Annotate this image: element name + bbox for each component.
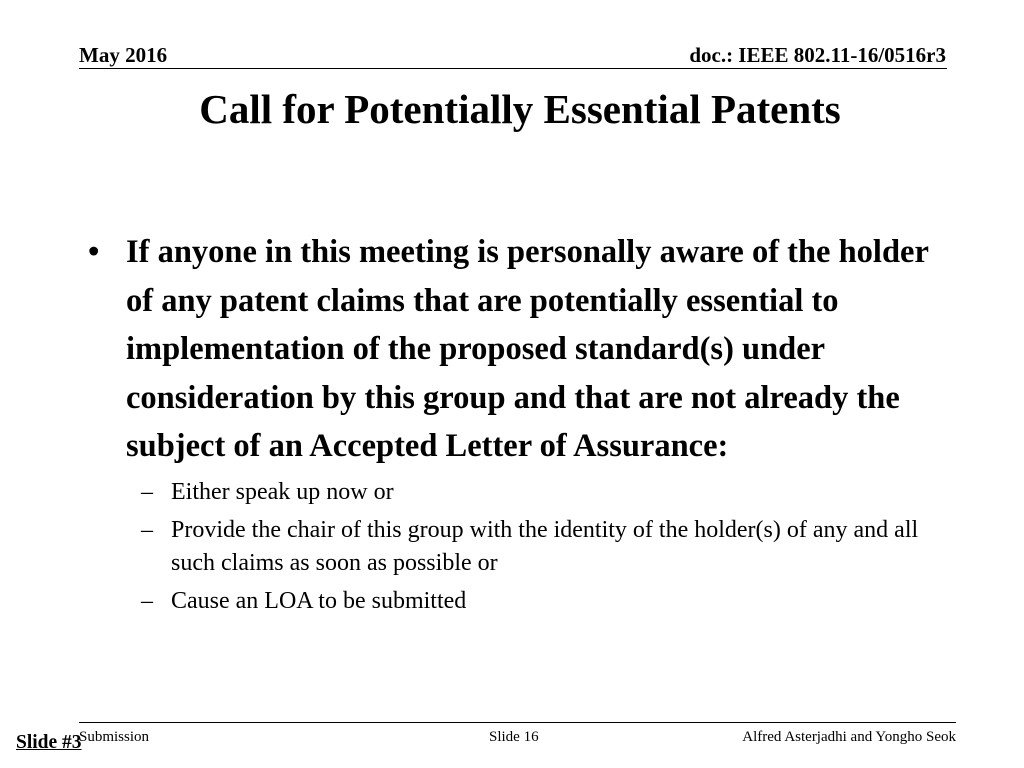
footer-submission: Submission [79,729,150,745]
footer-authors: Alfred Asterjadhi and Yongho Seok [742,729,956,745]
main-bullet [88,228,956,471]
main-bullet-text: If anyone in this meeting is personally aware of the holder of any patent claims that are potentially essential to implementation of the proposed standard(s) under consideration by this group and that are not already the subject of an Accepted Letter of Assurance: [126,234,929,464]
slide-title: Call for Potentially Essential Patents [199,86,841,132]
sub-bullet-text: Either speak up now or [171,478,394,505]
sub-bullet [141,476,941,509]
sub-bullet [141,585,941,618]
sub-bullet-marker: – [141,516,153,543]
sub-bullet-marker: – [141,587,153,614]
sub-bullet-marker: – [141,478,153,505]
sub-bullet [141,514,941,580]
sub-bullet-text: Provide the chair of this group with the identity of the holder(s) of any and all such claims as soon as possible or [171,516,919,576]
footer-divider [79,722,956,723]
slide-body [88,228,956,618]
header-date: May 2016 [79,43,168,67]
header-doc-id: doc.: IEEE 802.11-16/0516r3 [689,43,946,67]
header-divider [79,68,947,69]
slide-label-link[interactable]: Slide #3 [16,732,82,753]
footer-slide-number: Slide 16 [489,729,539,745]
bullet-marker: • [88,234,100,270]
sub-bullet-text: Cause an LOA to be submitted [171,587,467,614]
